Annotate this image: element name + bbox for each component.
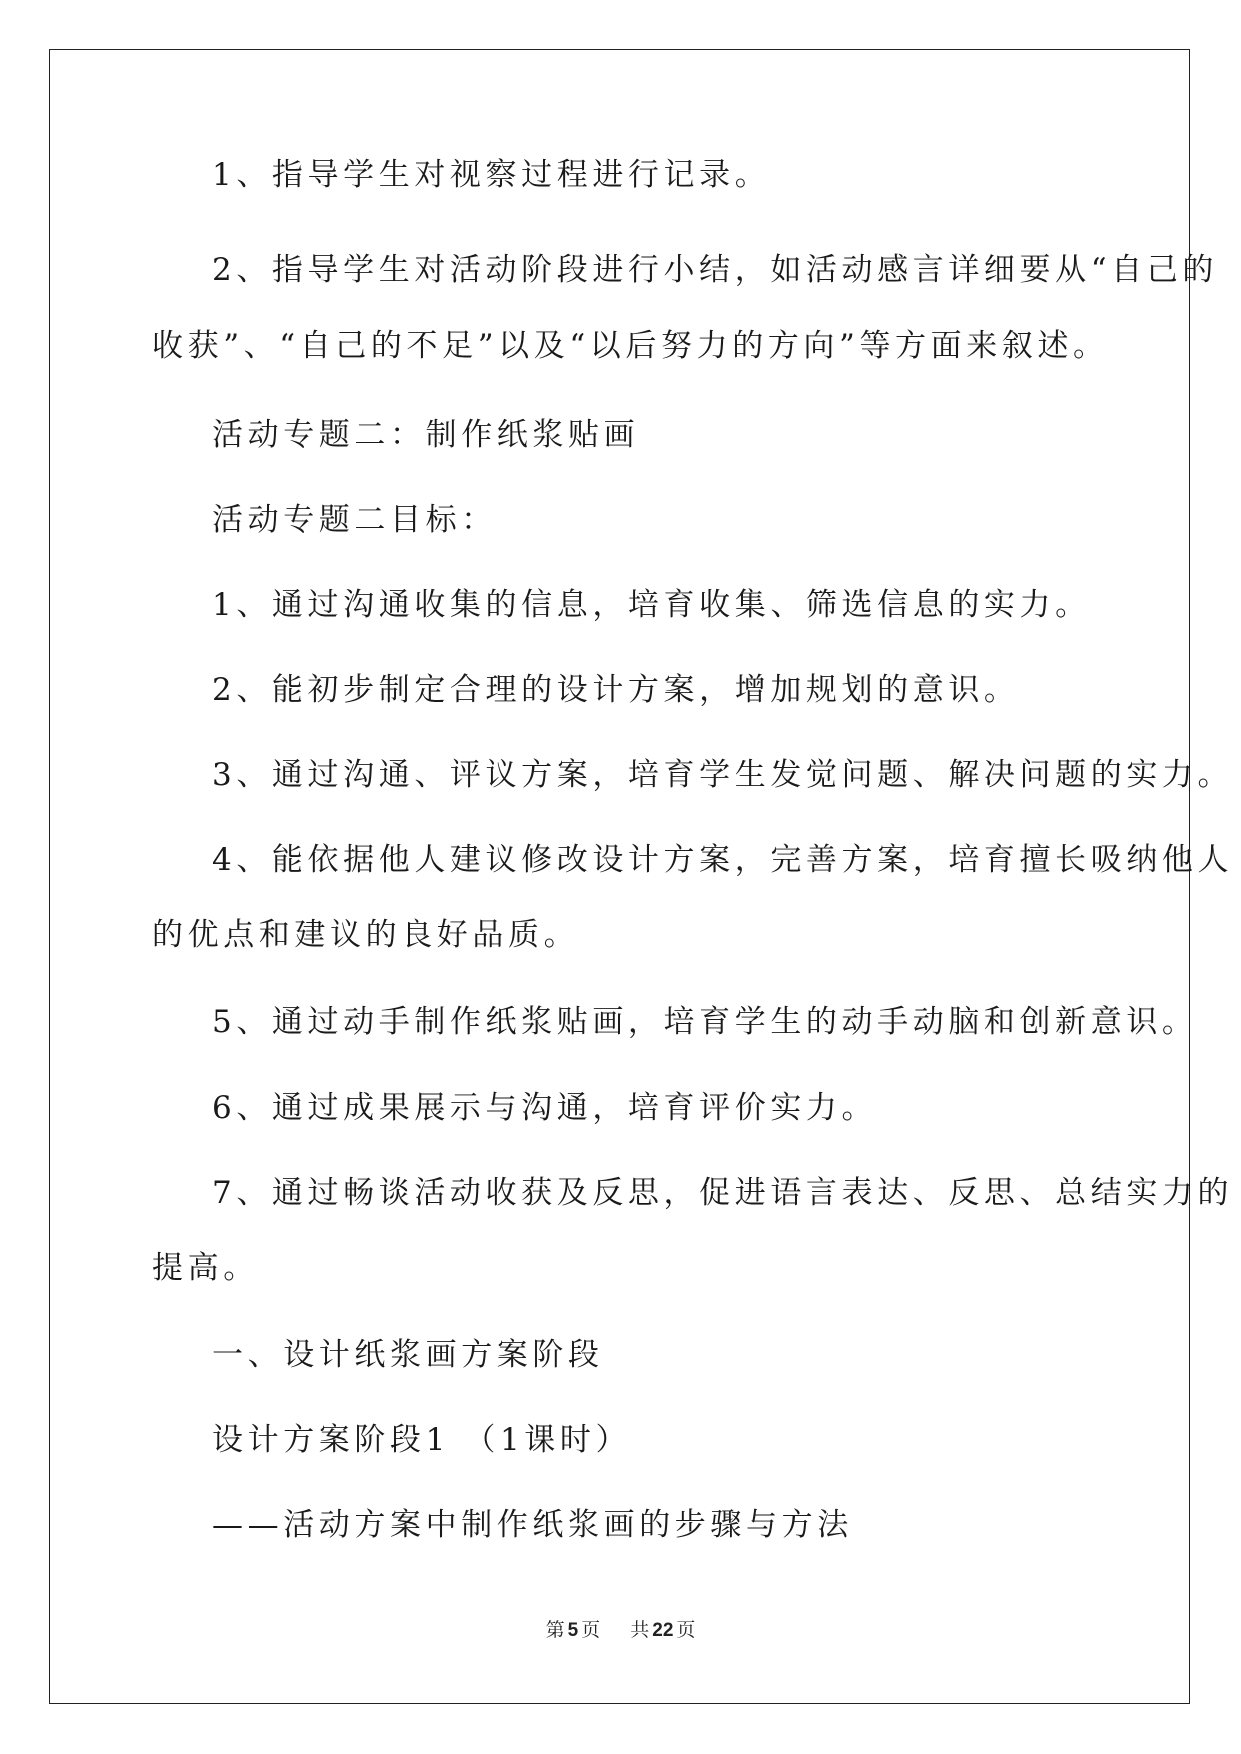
- total-suffix: 页: [676, 1619, 696, 1641]
- paragraph-line: 1、通过沟通收集的信息，培育收集、筛选信息的实力。: [212, 587, 1091, 623]
- section-heading: 活动专题二：制作纸浆贴画: [212, 417, 640, 453]
- paragraph-line: 5、通过动手制作纸浆贴画，培育学生的动手动脑和创新意识。: [212, 1004, 1198, 1040]
- paragraph-line: 6、通过成果展示与沟通，培育评价实力。: [212, 1090, 878, 1126]
- paragraph-line: 3、通过沟通、评议方案，培育学生发觉问题、解决问题的实力。: [212, 757, 1234, 793]
- paragraph-line: 的优点和建议的良好品质。: [152, 917, 580, 953]
- section-heading: 活动专题二目标：: [212, 502, 497, 538]
- page-total: 22: [652, 1620, 674, 1641]
- paragraph-line: 1、指导学生对视察过程进行记录。: [212, 157, 771, 193]
- total-prefix: 共: [630, 1619, 650, 1641]
- section-heading: 一、设计纸浆画方案阶段: [212, 1337, 604, 1373]
- paragraph-line: 设计方案阶段1 （1课时）: [212, 1422, 632, 1458]
- paragraph-line: 4、能依据他人建议修改设计方案，完善方案，培育擅长吸纳他人: [212, 842, 1234, 878]
- paragraph-line: 7、通过畅谈活动收获及反思，促进语言表达、反思、总结实力的: [212, 1175, 1234, 1211]
- page-suffix: 页: [581, 1619, 601, 1641]
- paragraph-line: 收获”、“自己的不足”以及“以后努力的方向”等方面来叙述。: [152, 328, 1109, 364]
- page-current: 5: [567, 1620, 579, 1641]
- paragraph-line: 2、指导学生对活动阶段进行小结，如活动感言详细要从“自己的: [212, 252, 1218, 288]
- paragraph-line: ——活动方案中制作纸浆画的步骤与方法: [212, 1507, 853, 1543]
- page-prefix: 第: [545, 1619, 565, 1641]
- page-footer: [0, 1617, 1241, 1644]
- paragraph-line: 提高。: [152, 1250, 259, 1286]
- paragraph-line: 2、能初步制定合理的设计方案，增加规划的意识。: [212, 672, 1020, 708]
